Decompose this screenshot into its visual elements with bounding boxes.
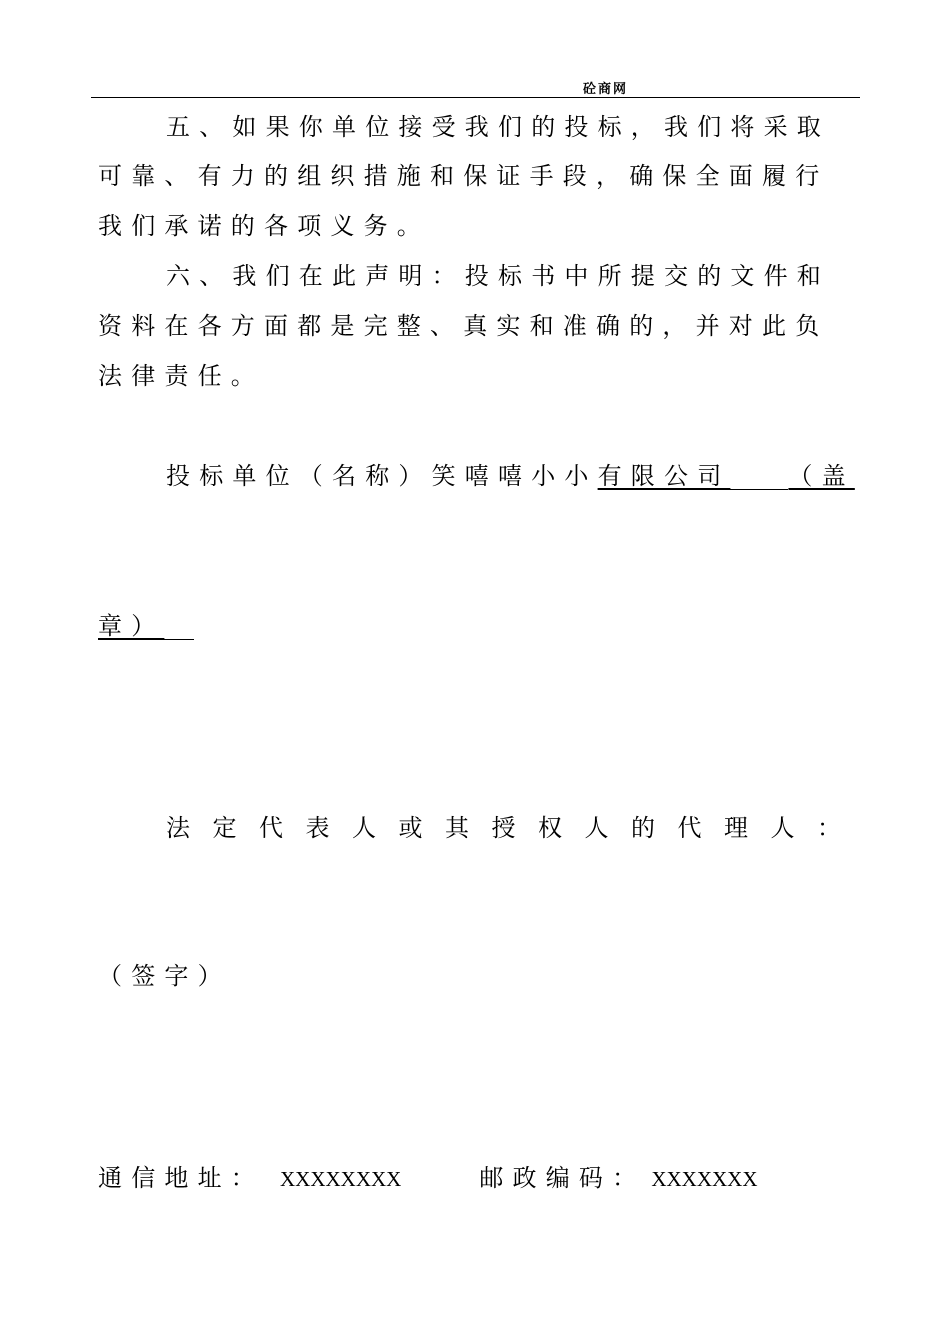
- paragraph-5-line-3: 我们承诺的各项义务。: [98, 212, 430, 240]
- signature-label: （签字）: [98, 962, 231, 990]
- contact-line: [98, 1163, 758, 1194]
- paragraph-5-line-1: 五、如果你单位接受我们的投标，我们将采取: [166, 113, 830, 141]
- seal-open: （盖: [788, 462, 855, 490]
- seal-close-line: [98, 611, 194, 641]
- bidder-line: [166, 461, 855, 491]
- bidder-name: 笑嘻嘻小小: [431, 462, 598, 490]
- bidder-underline-gap: [730, 488, 788, 490]
- seal-underline-tail: [164, 638, 194, 640]
- bidder-name-underlined: 有限公司: [597, 462, 731, 490]
- address-label: 通信地址：: [98, 1164, 264, 1192]
- postcode-label: 邮政编码：: [479, 1164, 646, 1192]
- paragraph-6-line-3: 法律责任。: [98, 362, 264, 390]
- bidder-label: 投标单位（名称）: [166, 462, 432, 490]
- postcode-value: XXXXXXX: [651, 1167, 758, 1191]
- representative-label: 法定代表人或其授权人的代理人：: [166, 814, 864, 842]
- header-brand: 砼商网: [583, 82, 629, 97]
- seal-close: 章）: [98, 612, 165, 640]
- paragraph-6-line-1: 六、我们在此声明：投标书中所提交的文件和: [166, 262, 830, 290]
- address-value: XXXXXXXX: [280, 1167, 402, 1191]
- paragraph-5-line-2: 可靠、有力的组织措施和保证手段，确保全面履行: [98, 162, 829, 190]
- header-rule: [91, 97, 860, 98]
- paragraph-6-line-2: 资料在各方面都是完整、真实和准确的，并对此负: [98, 312, 829, 340]
